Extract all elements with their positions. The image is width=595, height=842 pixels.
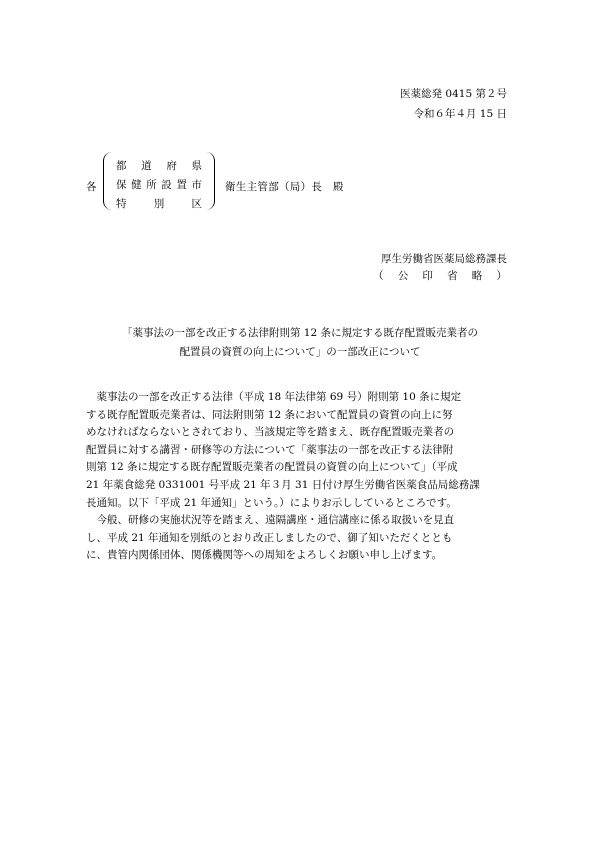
recipient-char: 県 [191, 160, 202, 172]
body-text [86, 389, 509, 565]
recipient-char: 別 [153, 198, 165, 210]
recipient-char: 保 [116, 179, 127, 191]
recipient-line [116, 176, 202, 195]
recipient-char: 置 [176, 179, 187, 191]
recipient-char: 特 [116, 198, 127, 210]
recipient-char: 所 [146, 179, 157, 191]
recipient-char: 区 [191, 198, 202, 210]
recipient-line [116, 157, 202, 176]
body-line: に、貴管内関係団体、関係機関等への周知をよろしくお願い申し上げます。 [86, 549, 443, 562]
body-line: 則第 12 条に規定する既存配置販売業者の配置員の資質の向上について」（平成 [86, 461, 458, 474]
subject-line: 「薬事法の一部を改正する法律附則第 12 条に規定する既存配置販売業者の [121, 327, 479, 339]
recipient-char: 健 [131, 179, 142, 191]
subject-title [60, 324, 540, 362]
recipient-char: 道 [141, 160, 152, 172]
recipient-char: 市 [191, 179, 202, 191]
seal-char: 印 [422, 270, 433, 282]
recipient-prefix: 各 [86, 181, 97, 193]
subject-line: 配置員の資質の向上について」の一部改正について [179, 346, 421, 358]
recipient-line [116, 195, 202, 214]
seal-char: 公 [397, 270, 409, 282]
body-line: 配置員に対する講習・研修等の方法について「薬事法の一部を改正する法律附 [86, 443, 454, 456]
body-line: 長通知。以下「平成 21 年通知」という。）によりお示ししているところです。 [86, 496, 457, 509]
recipient-char: 府 [166, 160, 177, 172]
seal-char: 省 [447, 270, 458, 282]
seal-char: （ [373, 270, 384, 282]
body-line: めなければならないとされており、当該規定等を踏まえ、既存配置販売業者の [86, 426, 455, 439]
document-number: 医薬総発 0415 第２号 [400, 88, 507, 100]
addressee: 衛生主管部（局）長 殿 [225, 181, 344, 193]
body-line: し、平成 21 年通知を別紙のとおり改正しましたので、御了知いただくととも [86, 531, 453, 544]
body-line: 薬事法の一部を改正する法律（平成 18 年法律第 69 号）附則第 10 条に規定 [86, 391, 462, 403]
body-line: する既存配置販売業者は、同法附則第 12 条において配置員の資質の向上に努 [86, 408, 453, 421]
body-line: 今般、研修の実施状況等を踏まえ、遠隔講座・通信講座に係る取扱いを見直 [86, 514, 455, 527]
seal-omitted-note [373, 268, 507, 283]
recipient-char: 都 [116, 160, 127, 172]
sender-organization: 厚生労働省医薬局総務課長 [381, 253, 507, 265]
recipient-list [116, 157, 202, 214]
body-line: 21 年薬食総発 0331001 号平成 21 年３月 31 日付け厚生労働省医薬食品局総務課 [86, 478, 480, 491]
seal-char: 略 [471, 270, 483, 282]
document-date: 令和６年４月 15 日 [413, 108, 507, 120]
recipient-char: 設 [161, 179, 172, 191]
seal-char: ） [496, 270, 507, 282]
